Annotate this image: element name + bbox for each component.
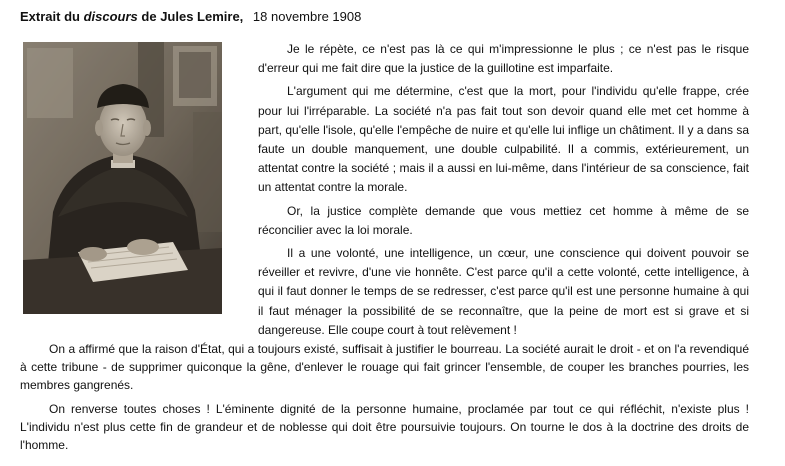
header-work: discours <box>83 9 138 24</box>
paragraph-3: Or, la justice complète demande que vous mettiez cet homme à même de se réconcilier avec la loi morale. <box>258 203 749 237</box>
header-date: 18 novembre 1908 <box>252 9 362 24</box>
right-column-text <box>258 40 749 344</box>
paragraph-6: On renverse toutes choses ! L'éminente dignité de la personne humaine, proclamée par tout ce qui réfléchit, n'existe plus ! L'individu n'est plus cette fin de grandeur et de noblesse qui doit être poursuivie toujours. On tourne le dos à la doctrine des droits de l'homme. <box>20 402 749 452</box>
paragraph-1: Je le répète, ce n'est pas là ce qui m'impressionne le plus ; ce n'est pas le risque d'erreur qui me fait dire que la justice de la guillotine est imparfaite. <box>258 42 749 76</box>
paragraph-5: On a affirmé que la raison d'État, qui a toujours existé, suffisait à justifier le bourreau. La société aurait le droit - et on l'a revendiqué à cette tribune - de supprimer quiconque la gêne, d'enlever le rouage qui fait grincer l'ensemble, de couper les branches pourries, les membres gangrenés. <box>20 342 749 392</box>
document-header <box>20 8 361 26</box>
header-author: de Jules Lemire, <box>141 9 244 24</box>
paragraph-2: L'argument qui me détermine, c'est que la mort, pour l'individu qu'elle frappe, crée pour lui l'irréparable. La société n'a pas fait tout son devoir quand elle met cet homme à part, qu'elle l'isole, qu'elle l'empêche de nuire et qu'elle lui inflige un châtiment. Il y a dans sa faute un double manquement, une double culpabilité. Il a commis, extérieurement, un attentat contre la société ; mais il a aussi en lui-même, dans l'intérieur de sa conscience, fait un attentat contre la morale. <box>258 84 749 195</box>
paragraph-4: Il a une volonté, une intelligence, un cœur, une conscience qui doivent pouvoir se réveiller et revivre, d'une vie honnête. C'est parce qu'il a cette volonté, cette intelligence, à qui il faut donner le temps de se redresser, c'est parce qu'il est une personne humaine à qui il faut ménager la possibilité de se reconnaître, que la peine de mort est si grave et si dangereuse. Elle coupe court à tout relèvement ! <box>258 246 749 337</box>
header-prefix: Extrait du <box>20 9 80 24</box>
bottom-text <box>20 340 749 460</box>
portrait-photo <box>23 42 222 314</box>
